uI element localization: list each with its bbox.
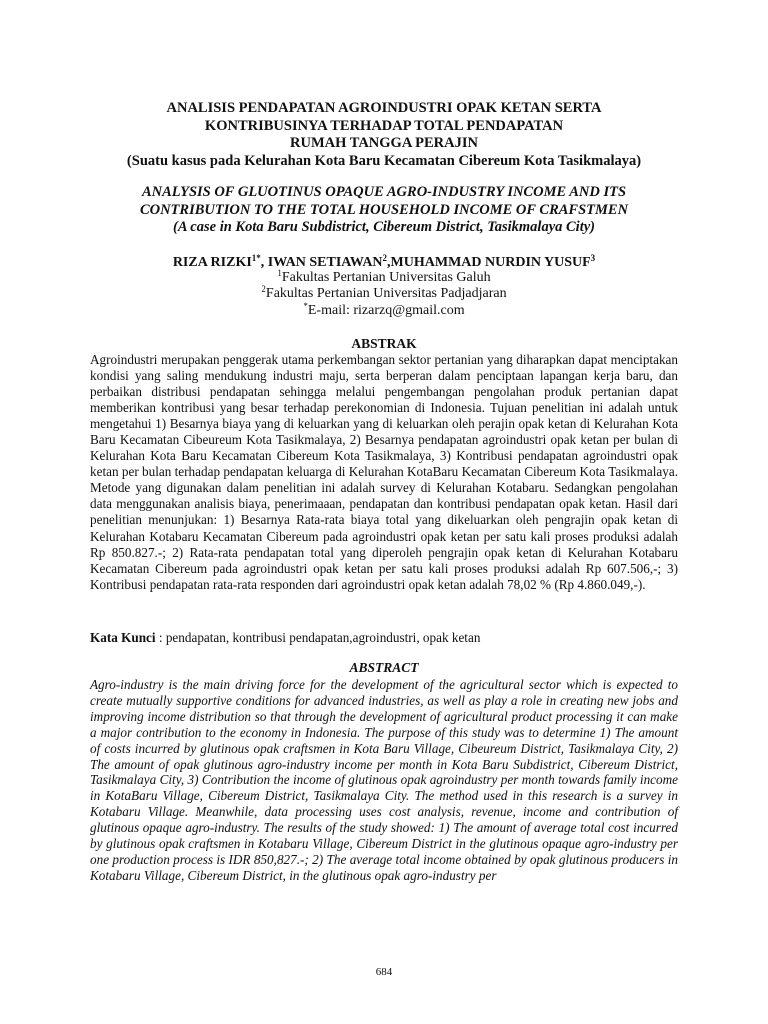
affiliation-1-text: Fakultas Pertanian Universitas Galuh xyxy=(281,270,491,285)
title-en-line-2: CONTRIBUTION TO THE TOTAL HOUSEHOLD INCOME OF CRAFSTMEN xyxy=(139,201,629,218)
affiliation-email-sup: * xyxy=(303,300,308,311)
abstract-heading: ABSTRACT xyxy=(349,660,419,675)
author-3-sup: 3 xyxy=(590,253,596,263)
page-number: 684 xyxy=(375,966,393,978)
title-en-line-1: ANALYSIS OF GLUOTINUS OPAQUE AGRO-INDUSTRY INCOME AND ITS xyxy=(141,184,627,200)
paper-title-english xyxy=(90,184,678,237)
affiliations xyxy=(90,270,678,319)
author-2-sup: 2 xyxy=(382,253,388,263)
author-2: , IWAN SETIAWAN xyxy=(260,255,383,270)
keywords xyxy=(90,630,678,646)
author-3: ,MUHAMMAD NURDIN YUSUF xyxy=(387,255,591,270)
paper-title xyxy=(90,100,678,170)
author-1-sup: 1* xyxy=(251,253,261,263)
author-1: RIZA RIZKI xyxy=(172,255,252,270)
keywords-text: : pendapatan, kontribusi pendapatan,agroindustri, opak ketan xyxy=(155,630,481,645)
title-subtitle: (Suatu kasus pada Kelurahan Kota Baru Kecamatan Cibereum Kota Tasikmalaya) xyxy=(126,152,642,169)
affiliation-2 xyxy=(90,286,678,302)
affiliation-2-text: Fakultas Pertanian Universitas Padjadjaran xyxy=(265,286,507,302)
abstract-body: Agro-industry is the main driving force for the development of the agricultural sector which is expected to create mutually supportive conditions for advanced industries, as well as play a role in creating new jobs and improving income distribution so that through the development of agricultural product processing it can make a major contribution to the economy in Indonesia. The purpose of this study was to determine 1) The amount of costs incurred by glutinous opak craftsmen in Kota Baru Village, Cibeureum District, Tasikmalaya City, 2) The amount of opak glutinous agro-industry income per month in Kota Baru Subdistrict, Cibereum District, Tasikmalaya City, 3) Contribution the income of glutinous opak agroindustry per month towards family income in KotaBaru Village, Cibereum District, Tasikmalaya City. The method used in this research is a survey in Kotabaru Village. Meanwhile, data processing uses cost analysis, revenue, income and contribution of glutinous opaque agro-industry. The results of the study showed: 1) The amount of average total cost incurred by glutinous opak craftsmen in Kotabaru Village, Cibereum District in the glutinous opaque agro-industry per one production process is IDR 850,827.-; 2) The average total income obtained by opak glutinous producers in Kotabaru Village, Cibereum District, in the glutinous opak agro-industry per xyxy=(90,677,678,883)
title-line-3: RUMAH TANGGA PERAJIN xyxy=(290,135,478,152)
title-en-subtitle: (A case in Kota Baru Subdistrict, Cibereum District, Tasikmalaya City) xyxy=(172,219,596,236)
title-line-1: ANALISIS PENDAPATAN AGROINDUSTRI OPAK KETAN SERTA xyxy=(166,100,602,116)
affiliation-email-text: E-mail: rizarzq@gmail.com xyxy=(307,302,465,318)
affiliation-2-sup: 2 xyxy=(261,284,266,295)
author-list xyxy=(90,254,678,271)
abstrak-body: Agroindustri merupakan penggerak utama perkembangan sektor pertanian yang diharapkan dapat menciptakan kondisi yang saling mendukung industri maju, serta berperan dalam penciptaan lapangan kerja baru, dan perbaikan distribusi pendapatan sehingga melalui pengembangan pengolahan produk pertanian dapat memberikan kontribusi yang besar terhadap perekonomian di Indonesia. Tujuan penelitian ini adalah untuk mengetahui 1) Besarnya biaya yang di keluarkan yang di keluarkan oleh perajin opak ketan di Kelurahan Kota Baru Kecamatan Cibeureum Kota Tasikmalaya, 2) Besarnya pendapatan agroindustri opak ketan per bulan di Kelurahan Kota Baru Kecamatan Cibereum Kota Tasikmalaya, 3) Kontribusi pendapatan agroindustri opak ketan per bulan terhadap pendapatan keluarga di Kelurahan KotaBaru Kecamatan Cibereum Kota Tasikmalaya. Metode yang digunakan dalam penelitian ini adalah survey di Kelurahan Kotabaru. Sedangkan pengolahan data menggunakan analisis biaya, penerimaaan, pendapatan dan kontribusi pendapatan opak ketan. Hasil dari penelitian menunjukan: 1) Besarnya Rata-rata biaya total yang dikeluarkan oleh pengrajin opak ketan di Kelurahan Kotabaru Kecamatan Cibereum pada agroindustri opak ketan per satu kali proses produksi adalah Rp 850.827.-; 2) Rata-rata pendapatan total yang diperoleh pengrajin opak ketan di Kelurahan Kotabaru Kecamatan Cibereum pada agroindustri opak ketan per satu kali proses produksi adalah Rp 607.506,-; 3) Kontribusi pendapatan rata-rata responden dari agroindustri opak ketan adalah 78,02 % (Rp 4.860.049,-). xyxy=(90,352,678,592)
affiliation-1 xyxy=(90,270,678,286)
keywords-label: Kata Kunci xyxy=(90,630,156,645)
abstrak-heading: ABSTRAK xyxy=(351,336,417,351)
affiliation-1-sup: 1 xyxy=(277,268,282,278)
affiliation-email xyxy=(90,300,678,319)
title-line-2: KONTRIBUSINYA TERHADAP TOTAL PENDAPATAN xyxy=(204,117,564,134)
